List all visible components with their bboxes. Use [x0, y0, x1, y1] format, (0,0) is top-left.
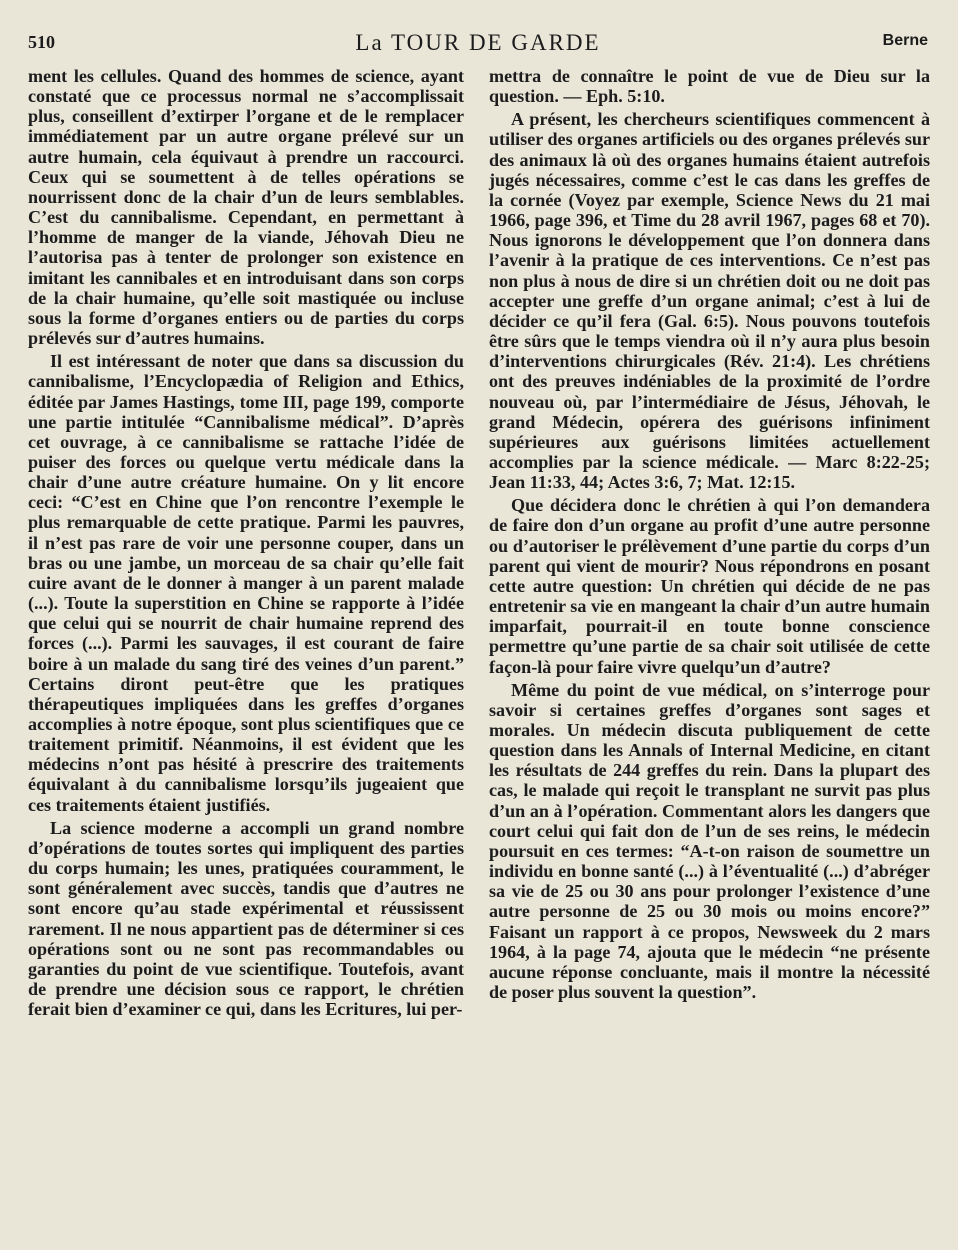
left-column — [28, 66, 464, 1019]
paragraph: Même du point de vue médical, on s’interroge pour savoir si certaines greffes d’organes sont sages et morales. Un médecin discuta publiquement de cette question dans les Annals of Internal Medicine, en citant les résultats de 244 greffes du rein. Dans la plupart des cas, le malade qui reçoit le transplant ne survit pas plus d’un an à l’opération. Commentant alors les dangers que court celui qui fait don de l’un de ses reins, le médecin poursuit en ces termes: “A-t-on raison de soumettre un individu en bonne santé (...) à l’éventualité (...) d’abréger sa vie de 25 ou 30 ans pour prolonger l’existence d’une autre personne de 25 ou 30 mois ou moins encore?” Faisant un rapport à ce propos, Newsweek du 2 mars 1964, à la page 74, ajouta que le médecin “ne présente aucune réponse concluante, mais il montre la nécessité de poser plus souvent la question”. — [489, 679, 930, 1003]
right-column — [489, 66, 930, 1002]
magazine-title: La TOUR DE GARDE — [355, 30, 601, 55]
paragraph: A présent, les chercheurs scientifiques commencent à utiliser des organes artificiels ou des organes prélevés sur des animaux là où des organes humains étaient autrefois jugés nécessaires, comme c’est le cas dans les greffes de la cornée (Voyez par exemple, Science News du 21 mai 1966, page 396, et Time du 28 avril 1967, pages 68 et 70). Nous ignorons le développement que l’on donnera dans l’avenir à la pratique de ces interventions. Ce n’est pas non plus à nous de dire si un chrétien doit ou ne doit pas accepter une greffe d’un organe animal; c’est à lui de décider ce qu’il fera (Gal. 6:5). Nous pouvons toutefois être sûrs que le temps viendra où il n’y aura plus besoin d’interventions chirurgicales (Rév. 21:4). Les chrétiens ont des preuves indéniables de la proximité de l’ordre nouveau où, par l’intermédiaire de Jésus, Jéhovah, le grand Médecin, opérera des guérisons infiniment supérieures aux guérisons limitées actuellement accomplies par la science médicale. — Marc 8:22-25; Jean 11:33, 44; Actes 3:6, 7; Mat. 12:15. — [489, 109, 930, 493]
edition-place: Berne — [882, 32, 928, 49]
paragraph: La science moderne a accompli un grand nombre d’opérations de toutes sortes qui impliquent des parties du corps humain; les unes, pratiquées couramment, le sont généralement avec succès, tandis que d’autres ne sont encore qu’au stade expérimental et réussissent rarement. Il ne nous appartient pas de déterminer si ces opérations sont ou ne sont pas recommandables ou garanties du point de vue scientifique. Toutefois, avant de prendre une décision sous ce rapport, le chrétien ferait bien d’examiner ce qui, dans les Ecritures, lui per- — [28, 817, 464, 1020]
paragraph: mettra de connaître le point de vue de Dieu sur la question. — Eph. 5:10. — [489, 66, 930, 107]
paragraph: Que décidera donc le chrétien à qui l’on demandera de faire don d’un organe au profit d’une autre personne ou d’autoriser le prélèvement d’une partie du corps d’un parent qui vient de mourir? Nous répondrons en posant cette autre question: Un chrétien qui décide de ne pas entretenir sa vie en mangeant la chair d’un autre humain imparfait, pourrait-il en toute bonne conscience permettre qu’une partie de sa chair soit utilisée de cette façon-là pour faire vivre quelqu’un d’autre? — [489, 495, 930, 677]
paragraph: ment les cellules. Quand des hommes de science, ayant constaté que ce processus normal ne s’accomplissait plus, conseillent d’extirper l’organe et de le remplacer immédiatement par un autre organe prélevé sur un autre humain, cela équivaut à prendre un raccourci. Ceux qui se soumettent à de telles opérations se nourrissent donc de la chair d’un de leurs semblables. C’est du cannibalisme. Cependant, en permettant à l’homme de manger de la viande, Jéhovah Dieu ne l’autorisa pas à tenter de prolonger son existence en imitant les cannibales et en introduisant dans son corps de la chair humaine, qu’elle soit mastiquée ou incluse sous la forme d’organes entiers ou de parties du corps prélevés sur d’autres humains. — [28, 66, 464, 349]
paragraph: Il est intéressant de noter que dans sa discussion du cannibalisme, l’Encyclopædia of Religion and Ethics, éditée par James Hastings, tome III, page 199, comporte une partie intitulée “Cannibalisme médical”. D’après cet ouvrage, à ce cannibalisme se rattache l’idée de puiser des forces ou quelque vertu médicale dans la chair d’une autre créature humaine. On y lit encore ceci: “C’est en Chine que l’on rencontre l’exemple le plus remarquable de cette pratique. Parmi les pauvres, il n’est pas rare de voir une personne couper, dans un bras ou une jambe, un morceau de sa chair qu’elle fait cuire avant de le donner à manger à un parent malade (...). Toute la superstition en Chine se rapporte à l’idée que celui qui se nourrit de chair humaine reprend des forces (...). Parmi les sauvages, il est courant de faire boire à un malade du sang tiré des veines d’un parent.” Certains diront peut-être que les pratiques thérapeutiques impliquées dans les greffes d’organes accomplies à notre époque, sont plus scientifiques que ce traitement primitif. Néanmoins, il est évident que les médecins n’ont pas hésité à prescrire des traitements équivalant à du cannibalisme lorsqu’ils jugeaient que ces traitements étaient justifiés. — [28, 351, 464, 815]
page-number: 510 — [28, 32, 55, 52]
page-header — [28, 30, 928, 60]
